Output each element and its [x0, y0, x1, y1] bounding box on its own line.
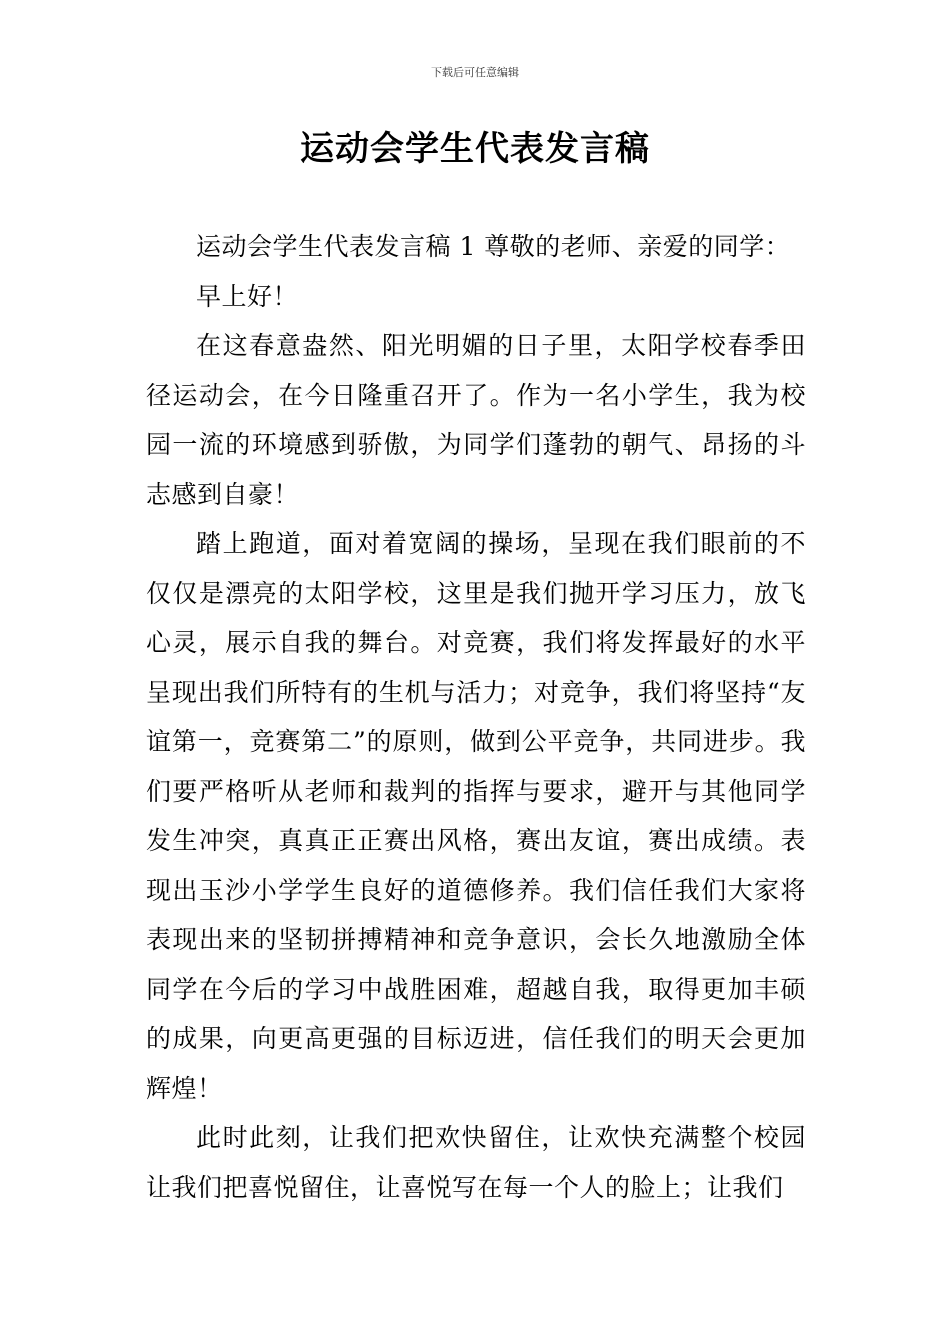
document-body	[146, 222, 806, 1212]
paragraph-opening: 在这春意盎然、阳光明媚的日子里，太阳学校春季田径运动会，在今日隆重召开了。作为一名小学生，我为校园一流的环境感到骄傲，为同学们蓬勃的朝气、昂扬的斗志感到自豪！	[146, 331, 806, 509]
header-note: 下载后可任意编辑	[431, 66, 519, 79]
paragraph-greeting-line: 运动会学生代表发言稿 1 尊敬的老师、亲爱的同学：	[196, 232, 791, 261]
document-title: 运动会学生代表发言稿	[300, 129, 650, 169]
paragraph-good-morning: 早上好！	[196, 281, 299, 311]
paragraph-closing: 此时此刻，让我们把欢快留住，让欢快充满整个校园让我们把喜悦留住，让喜悦写在每一个人的脸上；让我们	[146, 1123, 806, 1202]
paragraph-main: 踏上跑道，面对着宽阔的操场，呈现在我们眼前的不仅仅是漂亮的太阳学校，这里是我们抛开学习压力，放飞心灵，展示自我的舞台。对竞赛，我们将发挥最好的水平呈现出我们所特有的生机与活力；对竞争，我们将坚持“友谊第一，竞赛第二”的原则，做到公平竞争，共同进步。我们要严格听从老师和裁判的指挥与要求，避开与其他同学发生冲突，真真正正赛出风格，赛出友谊，赛出成绩。表现出玉沙小学学生良好的道德修养。我们信任我们大家将表现出来的坚韧拼搏精神和竞争意识，会长久地激励全体同学在今后的学习中战胜困难，超越自我，取得更加丰硕的成果，向更高更强的目标迈进，信任我们的明天会更加辉煌！	[146, 529, 806, 1103]
